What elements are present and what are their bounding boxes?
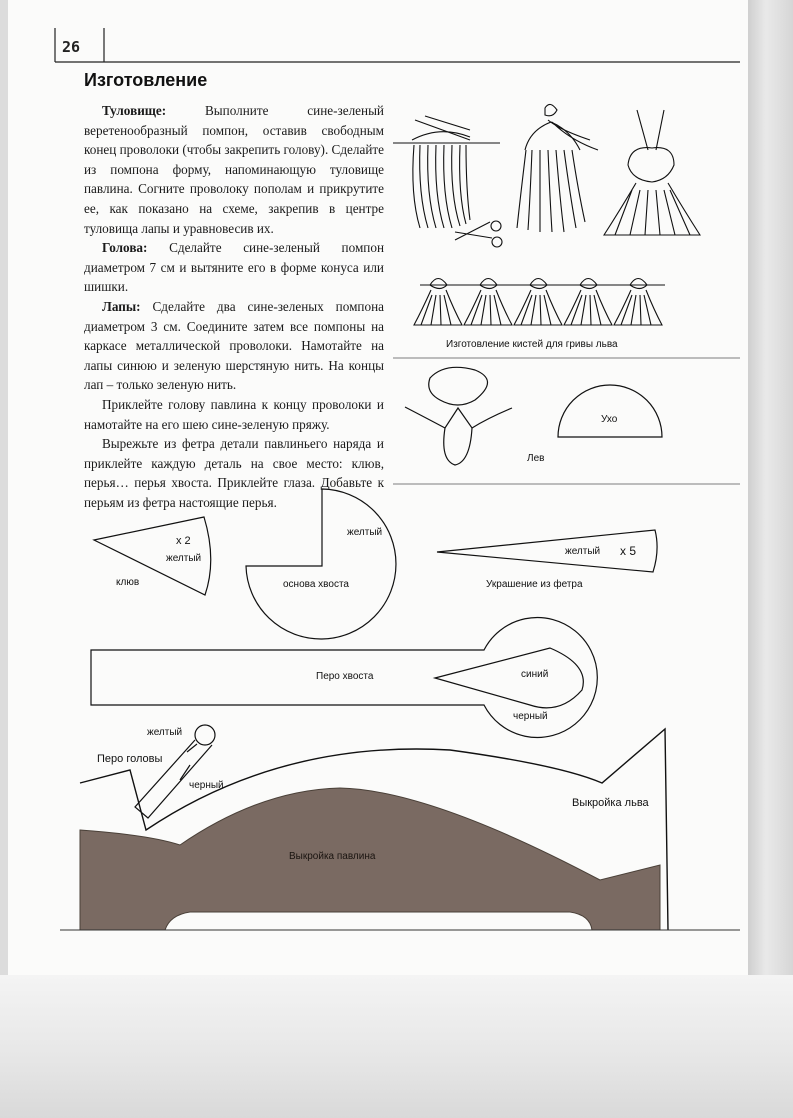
instructions-text	[84, 101, 384, 512]
paragraph-glue-head	[84, 395, 384, 434]
paragraph-content: Сделайте сине-зеленый помпон диаметром 7 см и вытяните его в форме конуса или шишки.	[84, 240, 384, 295]
tail-feather-label: Перо хвоста	[316, 671, 374, 682]
paragraph-head	[84, 238, 384, 297]
page-number: 26	[62, 38, 81, 56]
paragraph-content: Приклейте голову павлина к концу проволоки и намотайте на его шею сине-зеленую пряжу.	[84, 396, 384, 432]
tassel-row	[414, 279, 665, 326]
paragraph-felt	[84, 434, 384, 512]
head-feather-yellow-label: желтый	[147, 727, 183, 738]
peacock-pattern-cutout	[165, 912, 592, 930]
black-label: черный	[513, 711, 548, 722]
paragraph-lead: Голова:	[102, 240, 148, 256]
head-feather-black-label: черный	[189, 780, 224, 791]
decoration-count-label: x 5	[620, 544, 637, 558]
beak-label: клюв	[116, 577, 140, 588]
paragraph-content: Сделайте два сине-зеленых помпона диаметром 3 см. Соедините затем все помпоны на каркасе металлической проволоки. Намотайте на лапы синюю и зеленую шерстяную нить. На концы лап – только зеленую нить.	[84, 298, 384, 393]
peacock-pattern-label: Выкройка павлина	[289, 851, 376, 862]
paragraph-body	[84, 101, 384, 238]
lion-pattern-label: Выкройка льва	[572, 797, 649, 809]
paragraph-content: Выполните сине-зеленый веретенообразный помпон, оставив свободным конец проволоки (чтобы закрепить голову). Сделайте из помпона форму, напоминающую туловище павлина. Согните проволоку пополам и прикрутите ее, как показано на схеме, закрепив в центре туловища лапы и уравновесив их.	[84, 103, 385, 236]
tail-base-color-label: желтый	[347, 527, 383, 538]
paragraph-lead: Лапы:	[102, 298, 141, 314]
head-feather-label: Перо головы	[97, 753, 163, 765]
paragraph-lead: Туловище:	[102, 103, 167, 118]
head-feather-pattern	[135, 725, 215, 818]
tassel-diagram	[393, 104, 700, 247]
tail-base-label: основа хвоста	[283, 579, 349, 590]
page-number-frame	[55, 28, 740, 62]
decoration-label: Украшение из фетра	[486, 579, 583, 590]
ear-pattern	[558, 385, 662, 437]
beak-color-label: желтый	[166, 553, 202, 564]
lion-label: Лев	[527, 453, 545, 464]
section-title: Изготовление	[84, 70, 208, 90]
paragraph-legs	[84, 297, 384, 395]
blue-label: синий	[521, 669, 549, 680]
ear-label: Ухо	[601, 414, 618, 425]
paragraph-content: Вырежьте из фетра детали павлиньего наряда и приклейте каждую деталь на свое место: клюв, перья… перья хвоста. Приклейте глаза. Добавьте к перьям из фетра настоящие перья.	[84, 436, 384, 510]
lion-face-pattern	[405, 367, 512, 465]
beak-count-label: x 2	[176, 535, 191, 547]
tassels-caption: Изготовление кистей для гривы льва	[446, 339, 618, 350]
decoration-color-label: желтый	[565, 546, 601, 557]
